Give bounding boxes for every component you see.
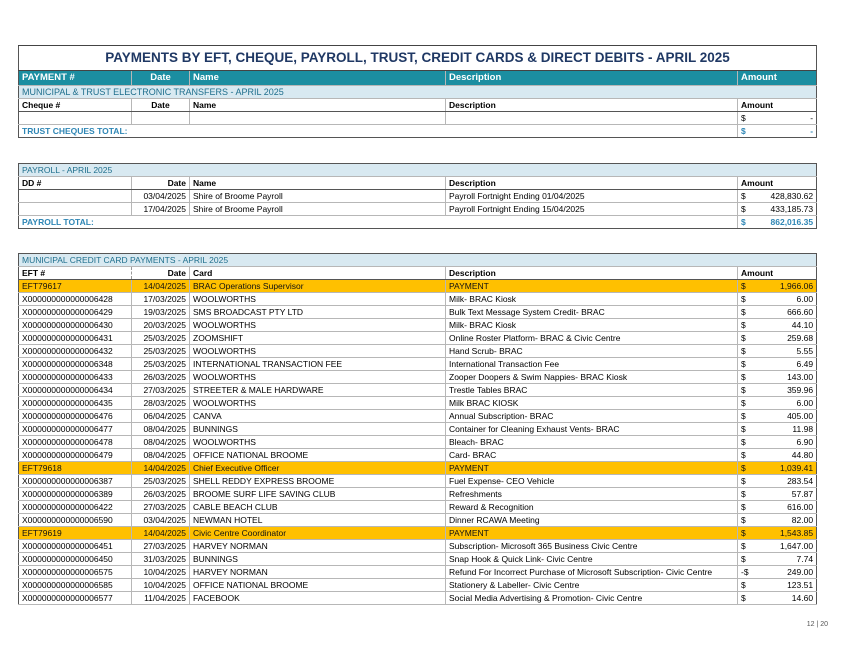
currency: $ <box>741 515 746 525</box>
amount: 249.00 <box>787 567 814 577</box>
col-cheque: Cheque # <box>19 99 132 112</box>
header-amount: Amount <box>738 71 817 86</box>
table-row <box>19 332 817 345</box>
name: HARVEY NORMAN <box>190 540 446 553</box>
currency: $ <box>741 126 746 136</box>
date: 25/03/2025 <box>132 332 190 345</box>
date: 19/03/2025 <box>132 306 190 319</box>
currency: $ <box>741 580 746 590</box>
amount-cell <box>738 592 817 605</box>
ref-id: X000000000000006428 <box>19 293 132 306</box>
name: STREETER & MALE HARDWARE <box>190 384 446 397</box>
trust-empty-row <box>19 112 817 125</box>
amount-cell <box>738 319 817 332</box>
description: Annual Subscription- BRAC <box>446 410 738 423</box>
amount-cell <box>738 293 817 306</box>
credit-card-table <box>18 253 817 605</box>
amount: 5.55 <box>796 346 814 356</box>
table-row <box>19 293 817 306</box>
table-row <box>19 449 817 462</box>
name: WOOLWORTHS <box>190 371 446 384</box>
currency: $ <box>741 398 746 408</box>
date: 10/04/2025 <box>132 579 190 592</box>
col-amount: Amount <box>738 177 817 190</box>
amount-cell <box>738 436 817 449</box>
description: Milk- BRAC Kiosk <box>446 293 738 306</box>
ref-id: X000000000000006389 <box>19 488 132 501</box>
table-row <box>19 566 817 579</box>
amount-cell <box>738 488 817 501</box>
ref-id <box>19 190 132 203</box>
description: Zooper Doopers & Swim Nappies- BRAC Kiosk <box>446 371 738 384</box>
amount: 1,039.41 <box>779 463 814 473</box>
name: WOOLWORTHS <box>190 293 446 306</box>
name: WOOLWORTHS <box>190 397 446 410</box>
table-row <box>19 319 817 332</box>
payment-summary-row <box>19 462 817 475</box>
date: 25/03/2025 <box>132 358 190 371</box>
ref-id: X000000000000006479 <box>19 449 132 462</box>
amount-cell <box>738 553 817 566</box>
amount: 433,185.73 <box>770 204 814 214</box>
col-amount: Amount <box>738 99 817 112</box>
col-eft: EFT # <box>19 267 132 280</box>
description: Refreshments <box>446 488 738 501</box>
table-row <box>19 410 817 423</box>
description: Dinner RCAWA Meeting <box>446 514 738 527</box>
amount: 82.00 <box>791 515 814 525</box>
payroll-total-row <box>19 216 817 229</box>
table-row <box>19 345 817 358</box>
table-row <box>19 190 817 203</box>
amount-cell <box>738 306 817 319</box>
name: CABLE BEACH CLUB <box>190 501 446 514</box>
name: NEWMAN HOTEL <box>190 514 446 527</box>
date: 17/03/2025 <box>132 293 190 306</box>
description: Bulk Text Message System Credit- BRAC <box>446 306 738 319</box>
description: Card- BRAC <box>446 449 738 462</box>
table-row <box>19 306 817 319</box>
amount-cell <box>738 501 817 514</box>
amount-cell <box>738 423 817 436</box>
currency: $ <box>741 450 746 460</box>
payment-summary-row <box>19 527 817 540</box>
currency: $ <box>741 489 746 499</box>
header-payment: PAYMENT # <box>19 71 132 86</box>
payroll-total-label: PAYROLL TOTAL: <box>19 216 738 229</box>
description: Payroll Fortnight Ending 01/04/2025 <box>446 190 738 203</box>
ref-id: X000000000000006387 <box>19 475 132 488</box>
header-description: Description <box>446 71 738 86</box>
ref-id: EFT79617 <box>19 280 132 293</box>
amount: 7.74 <box>796 554 814 564</box>
currency: $ <box>741 320 746 330</box>
col-date: Date <box>132 177 190 190</box>
ref-id: X000000000000006434 <box>19 384 132 397</box>
amount-cell <box>738 540 817 553</box>
col-dd: DD # <box>19 177 132 190</box>
name: Chief Executive Officer <box>190 462 446 475</box>
currency: $ <box>741 359 746 369</box>
description: Bleach- BRAC <box>446 436 738 449</box>
table-row <box>19 475 817 488</box>
amount-cell <box>738 371 817 384</box>
amount-cell <box>738 358 817 371</box>
amount: 666.60 <box>787 307 814 317</box>
ref-id: X000000000000006476 <box>19 410 132 423</box>
description: Reward & Recognition <box>446 501 738 514</box>
name: WOOLWORTHS <box>190 319 446 332</box>
name: WOOLWORTHS <box>190 436 446 449</box>
description: PAYMENT <box>446 527 738 540</box>
credit-column-header <box>19 267 817 280</box>
name: SMS BROADCAST PTY LTD <box>190 306 446 319</box>
trust-total-row <box>19 125 817 138</box>
date: 27/03/2025 <box>132 540 190 553</box>
table-row <box>19 397 817 410</box>
trust-total-amount: - <box>810 126 814 136</box>
amount-cell <box>738 566 817 579</box>
amount: 6.90 <box>796 437 814 447</box>
name: ZOOMSHIFT <box>190 332 446 345</box>
amount: 405.00 <box>787 411 814 421</box>
col-description: Description <box>446 177 738 190</box>
amount: 1,966.06 <box>779 281 814 291</box>
description: International Transaction Fee <box>446 358 738 371</box>
name: WOOLWORTHS <box>190 345 446 358</box>
currency: $ <box>741 294 746 304</box>
currency: $ <box>741 411 746 421</box>
ref-id: X000000000000006451 <box>19 540 132 553</box>
amount: 259.68 <box>787 333 814 343</box>
amount: 6.49 <box>796 359 814 369</box>
currency: $ <box>741 333 746 343</box>
amount-cell <box>738 410 817 423</box>
table-row <box>19 384 817 397</box>
table-row <box>19 371 817 384</box>
date: 31/03/2025 <box>132 553 190 566</box>
ref-id <box>19 203 132 216</box>
description: Online Roster Platform- BRAC & Civic Centre <box>446 332 738 345</box>
date: 03/04/2025 <box>132 190 190 203</box>
date: 27/03/2025 <box>132 384 190 397</box>
payment-summary-row <box>19 280 817 293</box>
col-date: Date <box>132 99 190 112</box>
col-name: Name <box>190 177 446 190</box>
ref-id: X000000000000006429 <box>19 306 132 319</box>
amount: 359.96 <box>787 385 814 395</box>
description: Subscription- Microsoft 365 Business Civic Centre <box>446 540 738 553</box>
date: 08/04/2025 <box>132 449 190 462</box>
ref-id: EFT79618 <box>19 462 132 475</box>
currency: -$ <box>741 567 749 577</box>
ref-id: EFT79619 <box>19 527 132 540</box>
col-description: Description <box>446 99 738 112</box>
col-name: Name <box>190 99 446 112</box>
ref-id: X000000000000006585 <box>19 579 132 592</box>
description: Refund For Incorrect Purchase of Microsoft Subscription- Civic Centre <box>446 566 738 579</box>
currency: $ <box>741 437 746 447</box>
table-row <box>19 423 817 436</box>
table-row <box>19 501 817 514</box>
table-row <box>19 203 817 216</box>
amount-cell <box>738 475 817 488</box>
trust-column-header <box>19 99 817 112</box>
trust-table <box>18 45 817 138</box>
ref-id: X000000000000006432 <box>19 345 132 358</box>
amount: 11.98 <box>792 424 814 434</box>
name: Shire of Broome Payroll <box>190 203 446 216</box>
col-date: Date <box>132 267 190 280</box>
amount: 1,543.85 <box>779 528 814 538</box>
description: Fuel Expense- CEO Vehicle <box>446 475 738 488</box>
currency: $ <box>741 528 746 538</box>
ref-id: X000000000000006433 <box>19 371 132 384</box>
date: 14/04/2025 <box>132 462 190 475</box>
amount-cell <box>738 514 817 527</box>
amount: 14.60 <box>791 593 814 603</box>
payroll-section-title: PAYROLL - APRIL 2025 <box>19 164 817 177</box>
amount-cell <box>738 332 817 345</box>
col-card: Card <box>190 267 446 280</box>
ref-id: X000000000000006348 <box>19 358 132 371</box>
name: Shire of Broome Payroll <box>190 190 446 203</box>
header-name: Name <box>190 71 446 86</box>
payroll-total-amount: 862,016.35 <box>770 217 814 227</box>
ref-id: X000000000000006590 <box>19 514 132 527</box>
currency: $ <box>741 307 746 317</box>
description: Hand Scrub- BRAC <box>446 345 738 358</box>
header-date: Date <box>132 71 190 86</box>
description: Milk- BRAC Kiosk <box>446 319 738 332</box>
currency: $ <box>741 281 746 291</box>
currency: $ <box>741 593 746 603</box>
name: BUNNINGS <box>190 553 446 566</box>
currency: $ <box>741 217 746 227</box>
table-row <box>19 488 817 501</box>
name: CANVA <box>190 410 446 423</box>
date: 25/03/2025 <box>132 345 190 358</box>
description: Social Media Advertising & Promotion- Civic Centre <box>446 592 738 605</box>
ref-id: X000000000000006435 <box>19 397 132 410</box>
currency: $ <box>741 463 746 473</box>
amount: 283.54 <box>787 476 814 486</box>
ref-id: X000000000000006477 <box>19 423 132 436</box>
amount-cell <box>738 527 817 540</box>
ref-id: X000000000000006422 <box>19 501 132 514</box>
amount-cell <box>738 462 817 475</box>
name: SHELL REDDY EXPRESS BROOME <box>190 475 446 488</box>
page-title: PAYMENTS BY EFT, CHEQUE, PAYROLL, TRUST, CREDIT CARDS & DIRECT DEBITS - APRIL 2025 <box>19 46 817 71</box>
trust-section-title: MUNICIPAL & TRUST ELECTRONIC TRANSFERS - APRIL 2025 <box>19 86 817 99</box>
ref-id: X000000000000006575 <box>19 566 132 579</box>
amount: 428,830.62 <box>770 191 814 201</box>
table-row <box>19 592 817 605</box>
amount: 143.00 <box>787 372 814 382</box>
name: BRAC Operations Supervisor <box>190 280 446 293</box>
col-description: Description <box>446 267 738 280</box>
currency: $ <box>741 476 746 486</box>
credit-section-title: MUNICIPAL CREDIT CARD PAYMENTS - APRIL 2025 <box>19 254 817 267</box>
date: 25/03/2025 <box>132 475 190 488</box>
date: 28/03/2025 <box>132 397 190 410</box>
date: 26/03/2025 <box>132 488 190 501</box>
name: BUNNINGS <box>190 423 446 436</box>
date: 06/04/2025 <box>132 410 190 423</box>
ref-id: X000000000000006577 <box>19 592 132 605</box>
name: Civic Centre Coordinator <box>190 527 446 540</box>
table-row <box>19 553 817 566</box>
date: 03/04/2025 <box>132 514 190 527</box>
amount-cell <box>738 579 817 592</box>
currency: $ <box>741 191 746 201</box>
main-header-row <box>19 71 817 86</box>
amount: 57.87 <box>791 489 814 499</box>
name: INTERNATIONAL TRANSACTION FEE <box>190 358 446 371</box>
payroll-column-header <box>19 177 817 190</box>
ref-id: X000000000000006450 <box>19 553 132 566</box>
date: 08/04/2025 <box>132 423 190 436</box>
name: FACEBOOK <box>190 592 446 605</box>
amount-cell <box>738 280 817 293</box>
amount-cell <box>738 449 817 462</box>
table-row <box>19 514 817 527</box>
date: 27/03/2025 <box>132 501 190 514</box>
description: Stationery & Labeller- Civic Centre <box>446 579 738 592</box>
date: 14/04/2025 <box>132 280 190 293</box>
col-amount: Amount <box>738 267 817 280</box>
payroll-table <box>18 163 817 229</box>
amount: 6.00 <box>796 294 814 304</box>
description: Snap Hook & Quick Link- Civic Centre <box>446 553 738 566</box>
description: Payroll Fortnight Ending 15/04/2025 <box>446 203 738 216</box>
currency: $ <box>741 113 746 123</box>
name: BROOME SURF LIFE SAVING CLUB <box>190 488 446 501</box>
table-row <box>19 540 817 553</box>
name: HARVEY NORMAN <box>190 566 446 579</box>
currency: $ <box>741 554 746 564</box>
amount: 6.00 <box>796 398 814 408</box>
date: 14/04/2025 <box>132 527 190 540</box>
amount-cell <box>738 190 817 203</box>
description: Trestle Tables BRAC <box>446 384 738 397</box>
amount-cell <box>738 384 817 397</box>
trust-total-label: TRUST CHEQUES TOTAL: <box>19 125 738 138</box>
date: 20/03/2025 <box>132 319 190 332</box>
description: Container for Cleaning Exhaust Vents- BRAC <box>446 423 738 436</box>
description: PAYMENT <box>446 462 738 475</box>
name: OFFICE NATIONAL BROOME <box>190 579 446 592</box>
currency: $ <box>741 541 746 551</box>
ref-id: X000000000000006478 <box>19 436 132 449</box>
name: OFFICE NATIONAL BROOME <box>190 449 446 462</box>
amount: 44.80 <box>791 450 814 460</box>
amount: 616.00 <box>787 502 814 512</box>
table-row <box>19 358 817 371</box>
date: 08/04/2025 <box>132 436 190 449</box>
amount: 44.10 <box>791 320 814 330</box>
currency: $ <box>741 502 746 512</box>
currency: $ <box>741 346 746 356</box>
currency: $ <box>741 204 746 214</box>
amount-cell <box>738 203 817 216</box>
amount-cell <box>738 345 817 358</box>
amount: 123.51 <box>787 580 814 590</box>
currency: $ <box>741 424 746 434</box>
ref-id: X000000000000006431 <box>19 332 132 345</box>
page-number: 12 | 20 <box>806 621 828 628</box>
date: 26/03/2025 <box>132 371 190 384</box>
table-row <box>19 436 817 449</box>
date: 11/04/2025 <box>132 592 190 605</box>
currency: $ <box>741 385 746 395</box>
table-row <box>19 579 817 592</box>
ref-id: X000000000000006430 <box>19 319 132 332</box>
amount: 1,647.00 <box>779 541 814 551</box>
amount: - <box>810 113 814 123</box>
amount-cell <box>738 397 817 410</box>
description: Milk BRAC KIOSK <box>446 397 738 410</box>
date: 10/04/2025 <box>132 566 190 579</box>
description: PAYMENT <box>446 280 738 293</box>
date: 17/04/2025 <box>132 203 190 216</box>
currency: $ <box>741 372 746 382</box>
